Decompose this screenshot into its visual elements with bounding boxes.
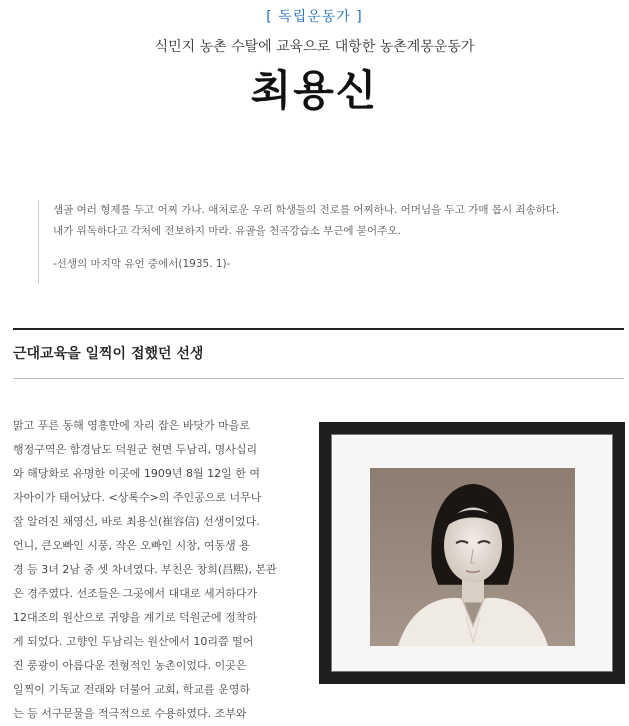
quote-line: 내가 위독하다고 각처에 전보하지 마라. 유골을 천곡강습소 부근에 묻어주오.: [53, 225, 401, 237]
portrait-photo-icon: [370, 468, 575, 646]
body-line: 맑고 푸른 동해 영흥만에 자리 잡은 바닷가 마을로: [13, 419, 250, 432]
body-line: 진 풍광이 아름다운 전형적인 농촌이었다. 이곳은: [13, 659, 247, 672]
quote-line: 샘골 여러 형제를 두고 어찌 가나. 애처로운 우리 학생들의 전로를 어찌하나. 어머님을 두고 가매 몹시 죄송하다.: [53, 204, 560, 216]
portrait-frame: [319, 422, 625, 684]
body-line: 게 되었다. 고향인 두남리는 원산에서 10리쯤 떨어: [13, 635, 254, 648]
body-line: 자아이가 태어났다. <상록수>의 주인공으로 너무나: [13, 491, 262, 504]
section-divider: [13, 328, 624, 330]
body-line: 와 해당화로 유명한 이곳에 1909년 8월 12일 한 여: [13, 467, 260, 480]
body-line: 언니, 큰오빠인 시풍, 작은 오빠인 시창, 여동생 용: [13, 539, 250, 552]
section-heading: 근대교육을 일찍이 접했던 선생: [13, 346, 204, 362]
page-title: 최용신: [250, 66, 379, 115]
category-label: [ 독립운동가 ]: [266, 9, 363, 25]
portrait-mat: [331, 434, 613, 672]
page-subtitle: 식민지 농촌 수탈에 교육으로 대항한 농촌계몽운동가: [154, 39, 475, 55]
article-body: [13, 414, 303, 726]
body-line: 12대조의 원산으로 귀양을 계기로 덕원군에 정착하: [13, 611, 257, 624]
body-line: 잘 알려진 채영신, 바로 최용신(崔容信) 선생이었다.: [13, 515, 260, 528]
body-line: 은 경주였다. 선조들은 그곳에서 대대로 세거하다가: [13, 587, 258, 600]
body-line: 는 등 서구문물을 적극적으로 수용하였다. 조부와: [13, 707, 247, 720]
body-line: 일찍이 기독교 전래와 더불어 교회, 학교를 운영하: [13, 683, 250, 696]
body-line: 행정구역은 함경남도 덕원군 현면 두남리, 명사십리: [13, 443, 258, 456]
body-line: 경 등 3녀 2남 중 셋 차녀였다. 부친은 창희(昌熙), 본관: [13, 563, 277, 576]
heading-underline: [13, 378, 624, 379]
quote-source: -선생의 마지막 유언 중에서(1935. 1)-: [53, 258, 231, 270]
quote-block: [38, 200, 629, 284]
